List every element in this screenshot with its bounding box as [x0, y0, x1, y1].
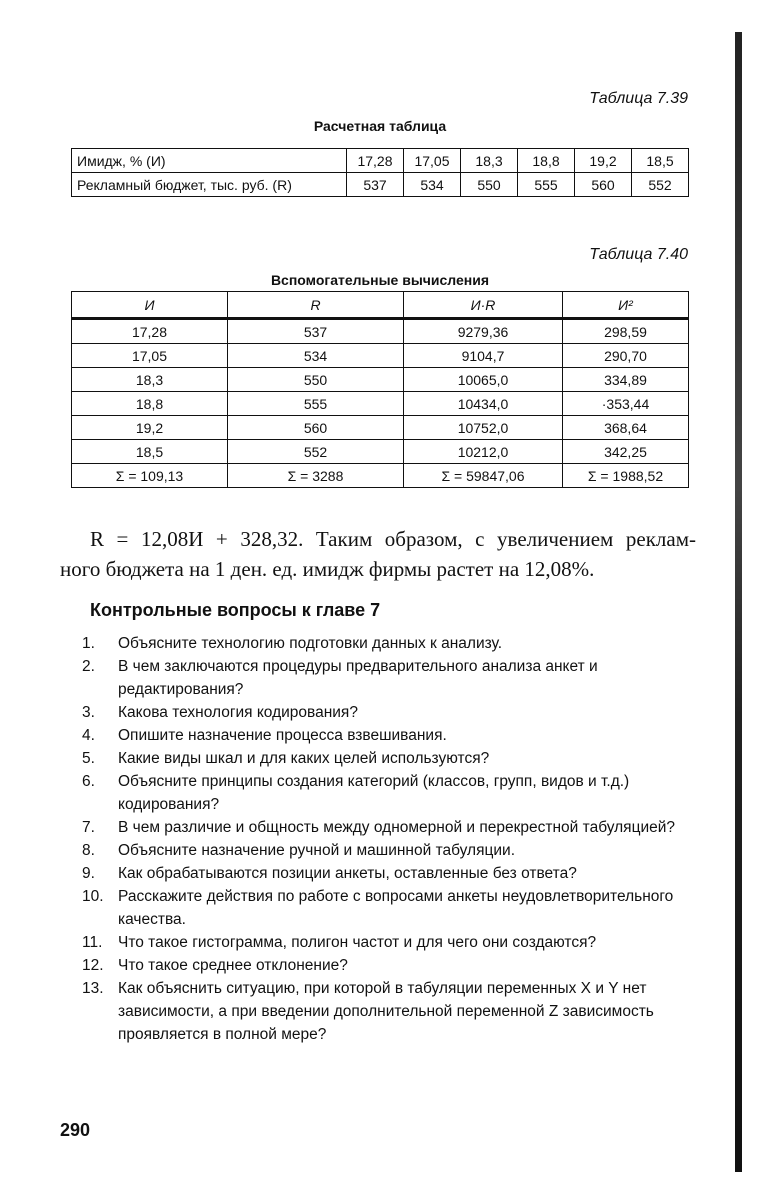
question-text: Расскажите действия по работе с вопросами анкеты неудовлетворительного качества.	[118, 888, 674, 928]
table-row	[72, 392, 689, 416]
question-number: 9.	[82, 865, 95, 882]
cell: 17,28	[347, 149, 404, 173]
list-item	[82, 632, 688, 655]
cell: 19,2	[575, 149, 632, 173]
questions-list	[82, 632, 688, 1046]
cell: ·353,44	[563, 392, 689, 416]
question-text: Объясните технологию подготовки данных к анализу.	[118, 635, 503, 652]
column-header: И	[72, 292, 228, 319]
column-header: И·R	[404, 292, 563, 319]
cell: 18,8	[72, 392, 228, 416]
cell: 550	[228, 368, 404, 392]
list-item	[82, 655, 688, 701]
list-item	[82, 701, 688, 724]
list-item	[82, 816, 688, 839]
cell: 552	[228, 440, 404, 464]
table-740-title: Вспомогательные вычисления	[270, 272, 490, 288]
table-739-caption: Таблица 7.39	[589, 90, 688, 107]
cell: 9104,7	[404, 344, 563, 368]
question-text: Что такое среднее отклонение?	[118, 957, 348, 974]
paragraph-line: R = 12,08И + 328,32. Таким образом, с увеличением реклам-	[90, 527, 696, 551]
cell: 10212,0	[404, 440, 563, 464]
table-739-title: Расчетная таблица	[313, 118, 447, 134]
question-number: 7.	[82, 819, 95, 836]
cell: 17,05	[72, 344, 228, 368]
section-heading: Контрольные вопросы к главе 7	[90, 600, 381, 620]
question-text: В чем различие и общность между одномерной и перекрестной табуляцией?	[118, 819, 676, 836]
cell: 537	[228, 319, 404, 344]
cell: 534	[404, 173, 461, 197]
table-row	[72, 319, 689, 344]
table-740	[71, 291, 689, 488]
cell: 552	[632, 173, 689, 197]
table-row	[72, 344, 689, 368]
regression-formula-paragraph	[60, 524, 696, 584]
cell: 10065,0	[404, 368, 563, 392]
cell: 18,8	[518, 149, 575, 173]
column-header: И²	[563, 292, 689, 319]
cell: Σ = 109,13	[72, 464, 228, 488]
list-item	[82, 770, 688, 816]
question-number: 4.	[82, 727, 95, 744]
row-label: Имидж, % (И)	[72, 149, 347, 173]
cell: 19,2	[72, 416, 228, 440]
cell: 9279,36	[404, 319, 563, 344]
cell: 290,70	[563, 344, 689, 368]
question-number: 6.	[82, 773, 95, 790]
totals-row	[72, 464, 689, 488]
question-text: Какова технология кодирования?	[118, 704, 358, 721]
cell: 555	[228, 392, 404, 416]
scan-edge-shadow	[735, 32, 742, 1172]
cell: 555	[518, 173, 575, 197]
page-number: 290	[60, 1120, 91, 1140]
cell: Σ = 59847,06	[404, 464, 563, 488]
table-row	[72, 416, 689, 440]
question-number: 13.	[82, 980, 104, 997]
cell: 334,89	[563, 368, 689, 392]
table-740-body	[72, 319, 689, 488]
table-740-caption: Таблица 7.40	[589, 246, 688, 263]
table-row	[72, 173, 689, 197]
list-item	[82, 747, 688, 770]
question-text: Что такое гистограмма, полигон частот и для чего они создаются?	[118, 934, 597, 951]
cell: 18,5	[72, 440, 228, 464]
cell: Σ = 3288	[228, 464, 404, 488]
table-739	[71, 148, 689, 197]
list-item	[82, 862, 688, 885]
cell: 18,3	[72, 368, 228, 392]
row-label: Рекламный бюджет, тыс. руб. (R)	[72, 173, 347, 197]
list-item	[82, 977, 688, 1046]
cell: 560	[575, 173, 632, 197]
question-text: Объясните принципы создания категорий (классов, групп, видов и т.д.) кодирования?	[118, 773, 630, 813]
list-item	[82, 954, 688, 977]
list-item	[82, 724, 688, 747]
cell: 550	[461, 173, 518, 197]
column-header: R	[228, 292, 404, 319]
cell: 18,5	[632, 149, 689, 173]
question-text: Объясните назначение ручной и машинной табуляции.	[118, 842, 515, 859]
list-item	[82, 931, 688, 954]
table-row	[72, 149, 689, 173]
table-row	[72, 368, 689, 392]
table-row	[72, 440, 689, 464]
question-number: 3.	[82, 704, 95, 721]
question-text: Как объяснить ситуацию, при которой в табуляции переменных X и Y нет зависимости, а при введении дополнительной переменной Z зависимость проявляется в полной мере?	[118, 980, 654, 1043]
cell: 534	[228, 344, 404, 368]
cell: 298,59	[563, 319, 689, 344]
question-number: 2.	[82, 658, 95, 675]
question-number: 12.	[82, 957, 104, 974]
question-number: 10.	[82, 888, 104, 905]
cell: 17,28	[72, 319, 228, 344]
paragraph-line: ного бюджета на 1 ден. ед. имидж фирмы растет на 12,08%.	[60, 557, 595, 581]
cell: 537	[347, 173, 404, 197]
list-item	[82, 839, 688, 862]
question-number: 1.	[82, 635, 95, 652]
question-text: В чем заключаются процедуры предварительного анализа анкет и редактирования?	[118, 658, 598, 698]
cell: 18,3	[461, 149, 518, 173]
question-text: Как обрабатываются позиции анкеты, оставленные без ответа?	[118, 865, 577, 882]
cell: 10434,0	[404, 392, 563, 416]
list-item	[82, 885, 688, 931]
cell: Σ = 1988,52	[563, 464, 689, 488]
table-header-row	[72, 292, 689, 319]
cell: 10752,0	[404, 416, 563, 440]
cell: 342,25	[563, 440, 689, 464]
cell: 17,05	[404, 149, 461, 173]
question-number: 5.	[82, 750, 95, 767]
cell: 560	[228, 416, 404, 440]
question-text: Опишите назначение процесса взвешивания.	[118, 727, 447, 744]
cell: 368,64	[563, 416, 689, 440]
question-text: Какие виды шкал и для каких целей используются?	[118, 750, 490, 767]
question-number: 11.	[82, 934, 103, 951]
question-number: 8.	[82, 842, 95, 859]
